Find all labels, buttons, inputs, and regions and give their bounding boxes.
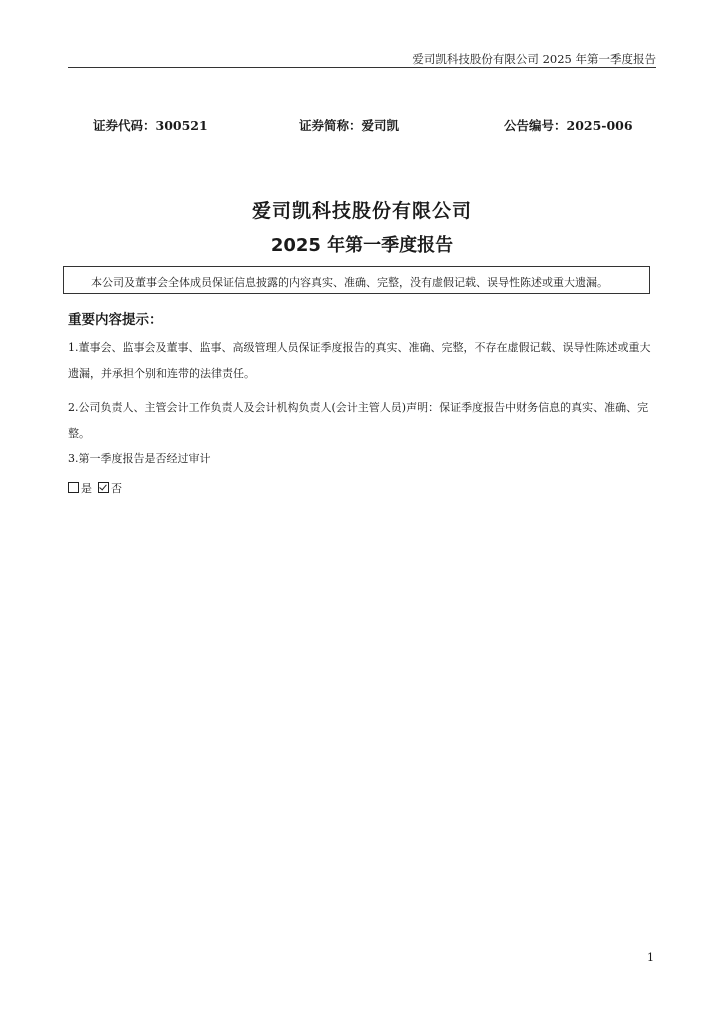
stock-code: 证券代码：300521 — [93, 118, 208, 133]
option-no-label: 否 — [111, 482, 122, 495]
important-item-3: 3.第一季度报告是否经过审计 — [68, 452, 211, 465]
company-title: 爱司凯科技股份有限公司 — [251, 200, 472, 222]
unchecked-box-icon[interactable] — [68, 482, 79, 493]
important-item-1: 1.董事会、监事会及董事、监事、高级管理人员保证季度报告的真实、准确、完整，不存在虚假记载、误导性陈述或重大遗漏，并承担个别和连带的法律责任。 — [68, 341, 651, 380]
header-rule — [68, 67, 656, 68]
report-title: 2025 年第一季度报告 — [270, 235, 454, 256]
disclosure-notice-box — [63, 266, 650, 294]
announcement-number: 公告编号：2025-006 — [504, 118, 633, 133]
page-number: 1 — [647, 951, 654, 964]
running-header: 爱司凯科技股份有限公司 2025 年第一季度报告 — [412, 52, 656, 66]
audit-options — [68, 476, 658, 502]
important-item-2: 2.公司负责人、主管会计工作负责人及会计机构负责人(会计主管人员)声明：保证季度报告中财务信息的真实、准确、完整。 — [68, 401, 649, 440]
important-heading: 重要内容提示： — [68, 312, 163, 328]
disclosure-notice-text: 本公司及董事会全体成员保证信息披露的内容真实、准确、完整，没有虚假记载、误导性陈述或重大遗漏。 — [91, 276, 608, 289]
checked-box-icon[interactable] — [98, 482, 109, 493]
option-yes-label: 是 — [81, 482, 92, 495]
stock-abbreviation: 证券简称：爱司凯 — [299, 118, 400, 133]
